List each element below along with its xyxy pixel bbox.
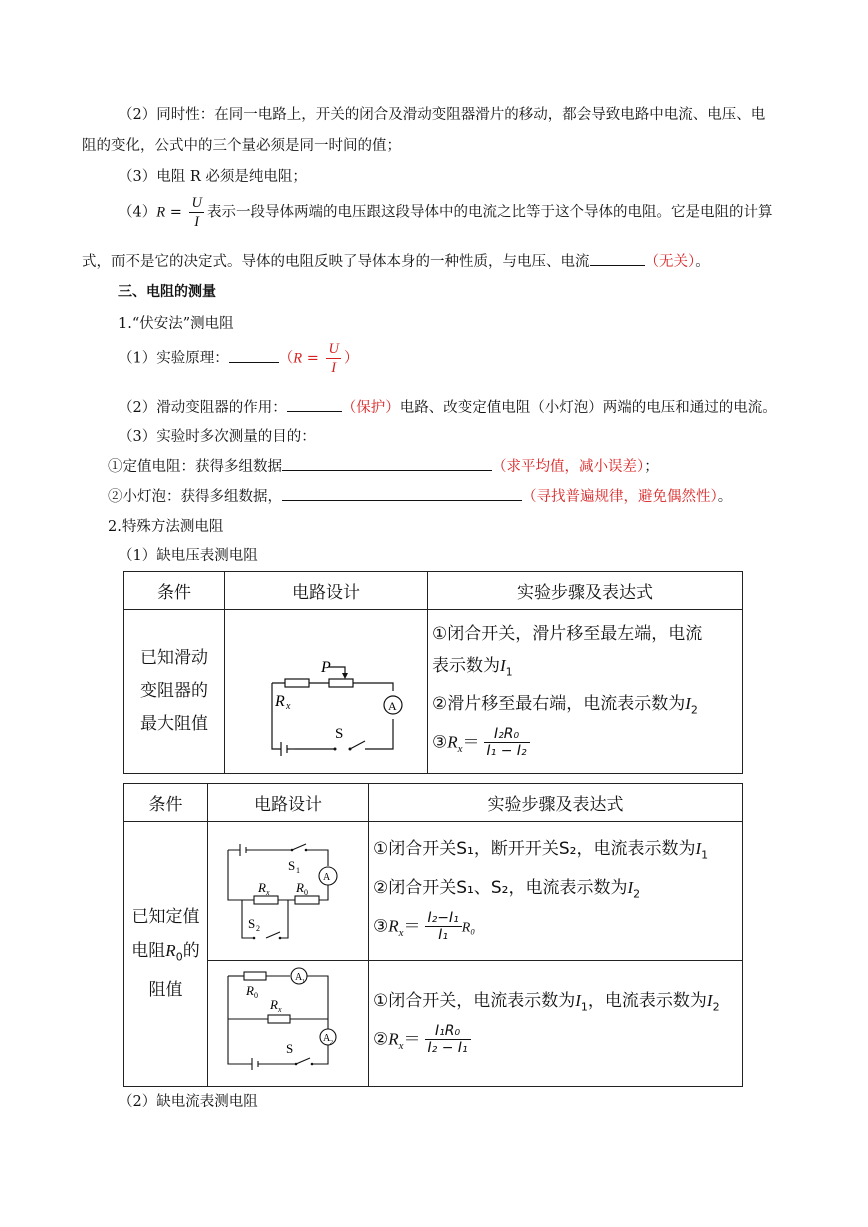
para-simultaneity-line2: 阻的变化，公式中的三个量必须是同一时间的值； bbox=[82, 138, 401, 154]
svg-text:S: S bbox=[286, 1041, 294, 1056]
svg-text:A: A bbox=[295, 972, 303, 983]
header-circuit: 电路设计 bbox=[208, 784, 369, 822]
svg-text:R: R bbox=[296, 880, 304, 895]
svg-text:x: x bbox=[286, 701, 291, 712]
header-steps: 实验步骤及表达式 bbox=[428, 572, 743, 610]
para-pure-resistance: （3）电阻 R 必须是纯电阻； bbox=[118, 169, 307, 185]
section-heading: 三、电阻的测量 bbox=[118, 284, 216, 300]
circuit-cell-1 bbox=[208, 822, 369, 961]
steps-cell-2 bbox=[369, 961, 743, 1087]
slider-label: P bbox=[321, 659, 331, 676]
table-fixed-resistor-method bbox=[123, 783, 743, 1087]
para-formula-meaning-line2: 式，而不是它的决定式。导体的电阻反映了导体本身的一种性质，与电压、电流 （无关）。 bbox=[82, 250, 868, 271]
steps-cell-1 bbox=[369, 822, 743, 961]
step-3-formula: $③R_x=$ $\frac{\text{I₂R₀}}{\text{I₁ − I₂}}$ bbox=[432, 726, 742, 765]
svg-text:1: 1 bbox=[296, 866, 300, 875]
circuit-diagram-rheostat bbox=[225, 610, 425, 768]
header-circuit: 电路设计 bbox=[225, 572, 428, 610]
svg-text:A: A bbox=[323, 1033, 331, 1044]
subheading-voltammetry: 1.“伏安法”测电阻 bbox=[118, 316, 234, 332]
table-rheostat-method bbox=[123, 571, 743, 774]
svg-text:2: 2 bbox=[330, 1040, 333, 1046]
multi-measure-line: （3）实验时多次测量的目的： bbox=[118, 429, 316, 445]
svg-text:R: R bbox=[246, 983, 254, 998]
answer-blank bbox=[229, 348, 279, 363]
svg-text:x: x bbox=[266, 888, 270, 897]
header-condition: 条件 bbox=[124, 572, 225, 610]
circuit-cell bbox=[225, 610, 428, 774]
answer-blank bbox=[282, 486, 522, 501]
circuit-cell-2 bbox=[208, 961, 369, 1087]
header-steps: 实验步骤及表达式 bbox=[369, 784, 743, 822]
step-2: ②闭合开关S₁、S₂，电流表示数为$I_2$ bbox=[373, 877, 641, 900]
step-1: ①闭合开关，滑片移至最左端，电流 bbox=[432, 623, 703, 644]
principle-line: （1）实验原理： （R = $\frac{U}{I}$ ） bbox=[118, 341, 359, 376]
svg-text:R: R bbox=[275, 693, 285, 710]
ammeter-label: A bbox=[388, 699, 397, 713]
para-simultaneity-line1: （2）同时性：在同一电路上，开关的闭合及滑动变阻器滑片的移动，都会导致电路中电流、电压、电 bbox=[118, 107, 766, 123]
rheostat-role-line: （2）滑动变阻器的作用： （保护）电路、改变定值电阻（小灯泡）两端的电压和通过的电流。 bbox=[118, 396, 868, 417]
svg-text:2: 2 bbox=[256, 924, 260, 933]
subheading-special-methods: 2.特殊方法测电阻 bbox=[108, 519, 224, 535]
answer-blank bbox=[287, 397, 342, 412]
step-1: ①闭合开关，电流表示数为$I_1$，电流表示数为$I_2$ bbox=[373, 990, 720, 1014]
step-1-cont: 表示数为$I_1$ bbox=[432, 655, 513, 679]
svg-text:0: 0 bbox=[254, 991, 258, 1000]
step-2: ②滑片移至最右端，电流表示数为$I_2$ bbox=[432, 694, 698, 717]
fixed-resistor-line: ①定值电阻：获得多组数据 （求平均值，减小误差）； bbox=[108, 455, 868, 476]
svg-text:1: 1 bbox=[302, 979, 305, 985]
header-condition: 条件 bbox=[124, 784, 208, 822]
step-3-formula: $③R_x=$ $\frac{\text{I₂−I₁}}{\text{I₁}}$ R₀ bbox=[373, 909, 476, 943]
svg-text:A: A bbox=[323, 872, 331, 883]
svg-text:R: R bbox=[258, 880, 266, 895]
svg-text:S: S bbox=[288, 858, 296, 873]
steps-cell bbox=[428, 610, 743, 774]
condition-cell: 已知定值 电阻$R_0$的 阻值 bbox=[124, 822, 208, 1087]
subheading-no-voltmeter: （1）缺电压表测电阻 bbox=[118, 548, 258, 564]
step-2-formula: $②R_x=$ $\frac{\text{I₁R₀}}{\text{I₂ − I₁}}$ bbox=[373, 1023, 742, 1062]
condition-cell: 已知滑动 变阻器的 最大阻值 bbox=[124, 610, 225, 774]
answer-blank bbox=[282, 456, 492, 471]
subheading-no-ammeter: （2）缺电流表测电阻 bbox=[118, 1094, 258, 1110]
circuit-diagram-two-ammeter bbox=[208, 961, 366, 1081]
step-1: ①闭合开关S₁，断开开关S₂，电流表示数为$I_1$ bbox=[373, 839, 709, 862]
svg-text:0: 0 bbox=[304, 888, 308, 897]
switch-label: S bbox=[335, 726, 344, 742]
svg-text:R: R bbox=[270, 997, 278, 1012]
answer-blank bbox=[590, 251, 645, 266]
circuit-diagram-two-switch bbox=[208, 822, 366, 955]
svg-text:S: S bbox=[248, 916, 256, 931]
para-formula-meaning-line1: （4）R = $\frac{U}{I}$ 表示一段导体两端的电压跟这段导体中的电流之比等于这个导体的电阻。它是电阻的计算 bbox=[118, 195, 773, 230]
svg-text:x: x bbox=[278, 1005, 282, 1014]
bulb-line: ②小灯泡：获得多组数据， （寻找普遍规律，避免偶然性）。 bbox=[108, 485, 868, 506]
